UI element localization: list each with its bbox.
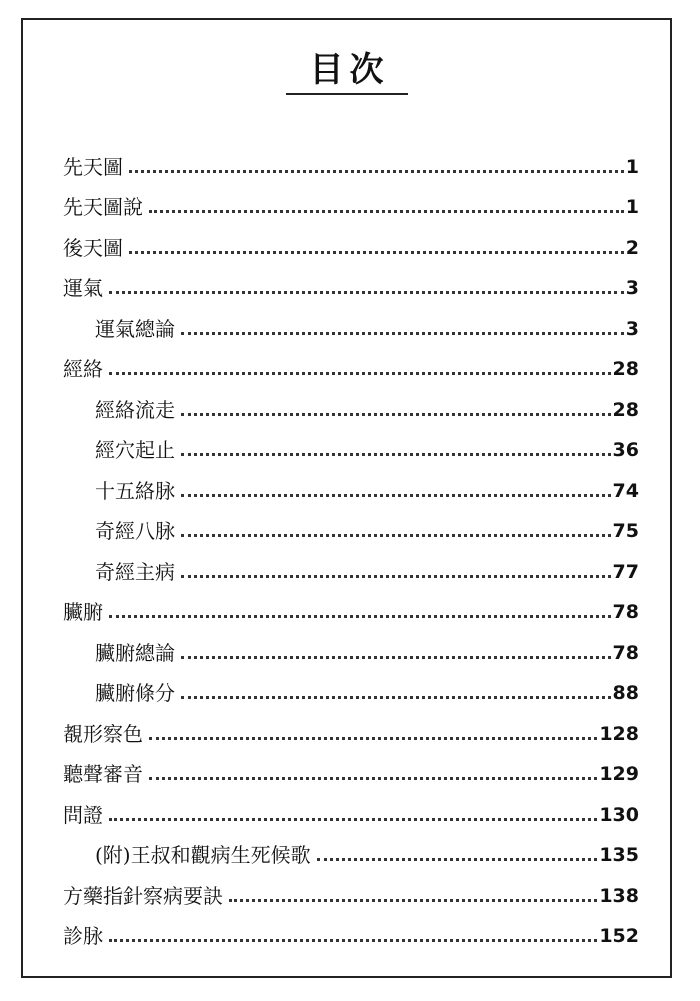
table-of-contents (63, 138, 639, 948)
toc-entry-page: 75 (612, 520, 639, 542)
toc-entry-page: 152 (599, 925, 639, 947)
toc-entry-page: 128 (599, 722, 639, 745)
toc-entry[interactable] (63, 827, 639, 868)
page-title (23, 42, 670, 95)
dot-leader (149, 777, 597, 780)
toc-entry-page: 36 (612, 439, 639, 461)
dot-leader (181, 656, 611, 659)
toc-entry-label: 經絡流走 (95, 397, 175, 422)
dot-leader (181, 575, 611, 578)
toc-entry-label: 運氣總論 (95, 316, 175, 341)
toc-entry[interactable] (63, 705, 639, 746)
toc-entry-page: 88 (612, 682, 639, 704)
toc-entry-label: 臟腑條分 (95, 681, 175, 705)
toc-entry-label: 十五絡脉 (95, 478, 175, 503)
toc-entry[interactable] (63, 341, 639, 382)
toc-entry[interactable] (63, 503, 639, 544)
toc-entry[interactable] (63, 665, 639, 706)
toc-entry-page: 78 (612, 641, 639, 664)
toc-entry-page: 130 (599, 803, 639, 826)
toc-entry-label: 診脉 (63, 924, 103, 948)
toc-entry-label: 方藥指針察病要訣 (63, 883, 223, 908)
toc-entry-label: 先天圖 (63, 154, 123, 179)
dot-leader (181, 332, 624, 335)
toc-entry[interactable] (63, 462, 639, 503)
toc-entry-page: 78 (612, 601, 639, 623)
toc-entry-label: 奇經主病 (95, 559, 175, 584)
toc-entry[interactable] (63, 381, 639, 422)
toc-entry-page: 135 (599, 844, 639, 866)
toc-entry-label: 問證 (63, 802, 103, 827)
toc-entry-page: 3 (625, 277, 639, 299)
toc-entry-page: 1 (625, 196, 639, 218)
dot-leader (109, 615, 611, 618)
toc-entry-page: 1 (625, 155, 639, 178)
toc-entry[interactable] (63, 422, 639, 463)
toc-entry-label: 奇經八脉 (95, 519, 175, 543)
toc-entry-page: 129 (599, 763, 639, 785)
toc-entry[interactable] (63, 786, 639, 827)
toc-entry-page: 3 (625, 317, 639, 340)
toc-entry-label: 後天圖 (63, 235, 123, 260)
toc-entry[interactable] (63, 300, 639, 341)
dot-leader (149, 737, 597, 740)
toc-entry-label: 覩形察色 (63, 721, 143, 746)
toc-entry[interactable] (63, 584, 639, 625)
toc-entry[interactable] (63, 260, 639, 301)
toc-entry[interactable] (63, 543, 639, 584)
dot-leader (317, 858, 598, 861)
toc-entry[interactable] (63, 624, 639, 665)
dot-leader (109, 372, 611, 375)
dot-leader (181, 494, 611, 497)
toc-entry-page: 138 (599, 884, 639, 907)
toc-entry[interactable] (63, 138, 639, 179)
toc-entry[interactable] (63, 746, 639, 787)
dot-leader (129, 251, 624, 254)
toc-entry-label: 臟腑總論 (95, 640, 175, 665)
dot-leader (149, 210, 624, 213)
dot-leader (129, 170, 624, 173)
toc-entry-label: 經穴起止 (95, 438, 175, 462)
toc-entry-label: 經絡 (63, 357, 103, 381)
toc-entry-label: 聽聲審音 (63, 762, 143, 786)
toc-entry-page: 28 (612, 398, 639, 421)
toc-entry-label: 運氣 (63, 276, 103, 300)
toc-entry-page: 28 (612, 358, 639, 380)
toc-entry-label: 先天圖說 (63, 195, 143, 219)
dot-leader (109, 291, 624, 294)
toc-entry-label: 臟腑 (63, 600, 103, 624)
dot-leader (109, 939, 597, 942)
dot-leader (181, 534, 611, 537)
toc-entry-page: 74 (612, 479, 639, 502)
toc-entry[interactable] (63, 219, 639, 260)
dot-leader (181, 453, 611, 456)
toc-entry[interactable] (63, 867, 639, 908)
toc-entry[interactable] (63, 908, 639, 949)
dot-leader (181, 413, 611, 416)
page-frame (21, 18, 672, 978)
toc-entry[interactable] (63, 179, 639, 220)
dot-leader (229, 899, 597, 902)
dot-leader (181, 696, 611, 699)
title-text: 目次 (286, 42, 408, 95)
toc-entry-label: (附)王叔和觀病生死候歌 (95, 843, 311, 867)
dot-leader (109, 818, 597, 821)
toc-entry-page: 77 (612, 560, 639, 583)
toc-entry-page: 2 (625, 236, 639, 259)
